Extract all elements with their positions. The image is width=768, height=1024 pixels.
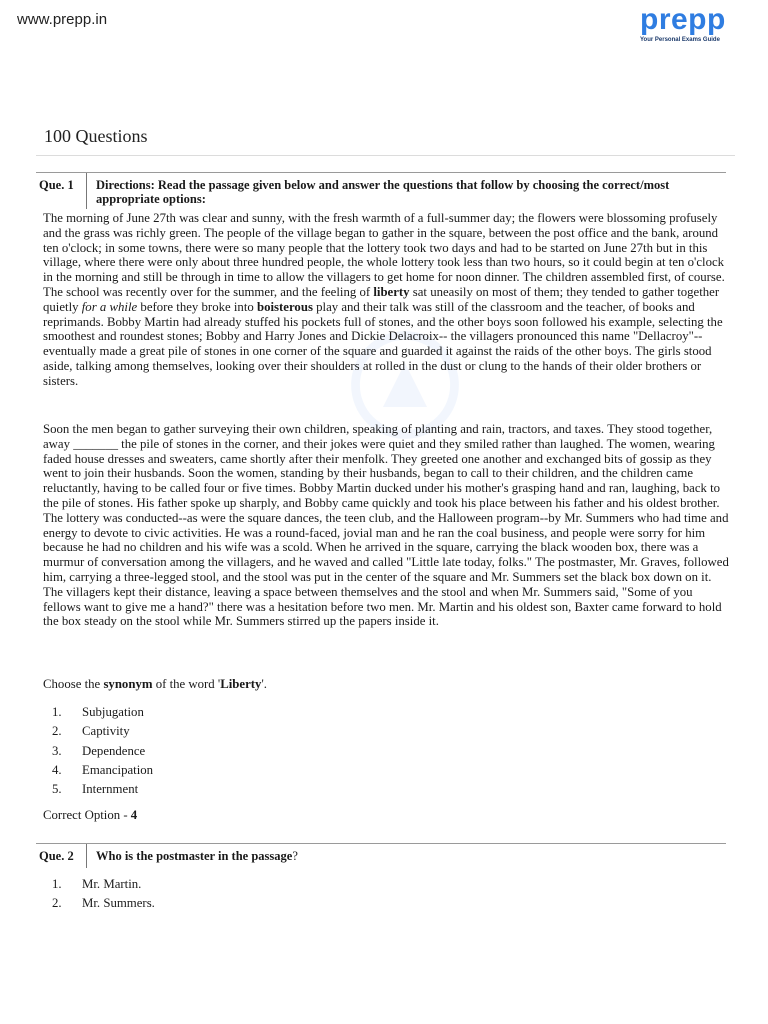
passage-paragraph-1 (43, 211, 733, 389)
passage-text: before they broke into (137, 299, 257, 314)
option-text: Subjugation (82, 705, 144, 719)
passage-text: sat uneasily on most of them; they tended to gather together quietly (43, 284, 720, 314)
option-text: Internment (82, 782, 139, 797)
prompt-bold-synonym: synonym (103, 677, 153, 691)
option-number: 2. (52, 896, 62, 911)
passage-paragraph-2: Soon the men began to gather surveying their own children, speaking of planting and rain, tractors, and taxes. They stood together, away _______ the pile of stones in the corner, and their jokes were quiet and they smiled rather than laughed. The women, wearing faded house dresses and sweaters, came shortly after their menfolk. They greeted one another and exchanged bits of gossip as they went to join their husbands. Soon the women, standing by their husbands, began to call to their children, and the children came reluctantly, having to be called four or five times. Bobby Martin ducked under his mother's grasping hand and ran, laughing, back to the pile of stones. His father spoke up sharply, and Bobby came quickly and took his place between his father and his oldest brother. The lottery was conducted--as were the square dances, the teen club, and the Halloween program--by Mr. Summers who had time and energy to devote to civic activities. He was a round-faced, jovial man and he ran the coal business, and people were sorry for him because he had no children and his wife was a scold. When he arrived in the square, carrying the black wooden box, there was a murmur of conversation among the villagers, and he waved and called "Little late today, folks." The postmaster, Mr. Graves, followed him, carrying a three-legged stool, and the stool was put in the center of the square and Mr. Summers set the black box down on it. The villagers kept their distance, leaving a space between themselves and the stool and when Mr. Summers said, "Some of you fellows want to give me a hand?" there was a hesitation before two men. Mr. Martin and his oldest son, Baxter came forward to hold the box steady on the stool while Mr. Summers stirred up the papers inside it. (43, 422, 729, 629)
italic-phrase: for a while (81, 299, 138, 314)
option-item (52, 875, 155, 894)
option-number: 5. (52, 782, 62, 797)
prepp-logo (640, 4, 760, 43)
question-2-separator (86, 844, 87, 868)
logo-tagline: Your Personal Exams Guide (640, 37, 720, 43)
question-1-label: Que. 1 (39, 178, 74, 192)
prompt-bold-liberty: Liberty (220, 677, 262, 691)
option-item (52, 722, 153, 741)
correct-option (43, 808, 137, 823)
option-item (52, 780, 153, 799)
option-item (52, 894, 155, 913)
option-text: Mr. Summers. (82, 896, 155, 911)
option-number: 2. (52, 724, 62, 739)
option-text: Emancipation (82, 762, 154, 777)
option-text: Dependence (82, 743, 146, 758)
highlighted-word-boisterous: boisterous (256, 299, 313, 314)
question-2-text (96, 849, 721, 863)
question-1-options (52, 703, 153, 799)
logo-wordmark: prepp (640, 3, 726, 36)
option-number: 4. (52, 762, 62, 777)
prompt-text: of the word ' (152, 677, 221, 691)
question-2-mark: ? (292, 849, 298, 863)
correct-option-label: Correct Option - (43, 808, 131, 822)
option-item (52, 761, 153, 780)
site-url: www.prepp.in (17, 11, 108, 28)
highlighted-word-liberty: liberty (373, 284, 410, 299)
question-2-options (52, 875, 155, 914)
option-number: 1. (52, 877, 62, 891)
document-title: 100 Questions (44, 126, 148, 146)
title-divider (36, 155, 735, 156)
option-item (52, 703, 153, 722)
passage-text: The morning of June 27th was clear and sunny, with the fresh warmth of a full-summer day; the flowers were blossoming profusely and the grass was richly green. The people of the village began to gather in the square, between the post office and the bank, around ten o'clock; in some towns, there were so many people that the lottery took two days and had to be started on June 27th but in this village, where there were only about three hundred people, the whole lottery took less than two hours, so it could begin at ten o'clock in the morning and still be through in time to allow the villagers to get home for noon dinner. The children assembled first, of course. The school was recently over for the summer, and the feeling of (43, 211, 725, 299)
question-1-separator (86, 173, 87, 209)
option-number: 1. (52, 705, 62, 719)
question-1-top-rule (36, 172, 726, 173)
prompt-text: Choose the (43, 677, 104, 691)
prompt-text: '. (261, 677, 267, 691)
question-2-bold-text: Who is the postmaster in the passage (96, 849, 293, 863)
option-number: 3. (52, 743, 62, 758)
question-1-directions: Directions: Read the passage given below and answer the questions that follow by choosing the correct/most appropriate options: (96, 178, 670, 206)
correct-option-value: 4 (130, 808, 138, 822)
option-text: Captivity (82, 724, 130, 739)
question-2-label: Que. 2 (39, 849, 74, 863)
question-1-prompt (43, 677, 267, 692)
option-item (52, 742, 153, 761)
question-2-top-rule (36, 843, 726, 844)
passage-text: play and their talk was still of the classroom and the teacher, of books and reprimands. Bobby Martin had already stuffed his pockets full of stones, and the other boys soon followed his example, selecting the smoothest and roundest stones; Bobby and Harry Jones and Dickie Delacroix-- the villagers pronounced this name "Dellacroy"--eventually made a great pile of stones in one corner of the square and guarded it against the raids of the other boys. The girls stood aside, talking among themselves, looking over their shoulders at rolled in the dust or clung to the hands of their older brothers or sisters. (43, 299, 723, 388)
option-text: Mr. Martin. (82, 877, 142, 891)
